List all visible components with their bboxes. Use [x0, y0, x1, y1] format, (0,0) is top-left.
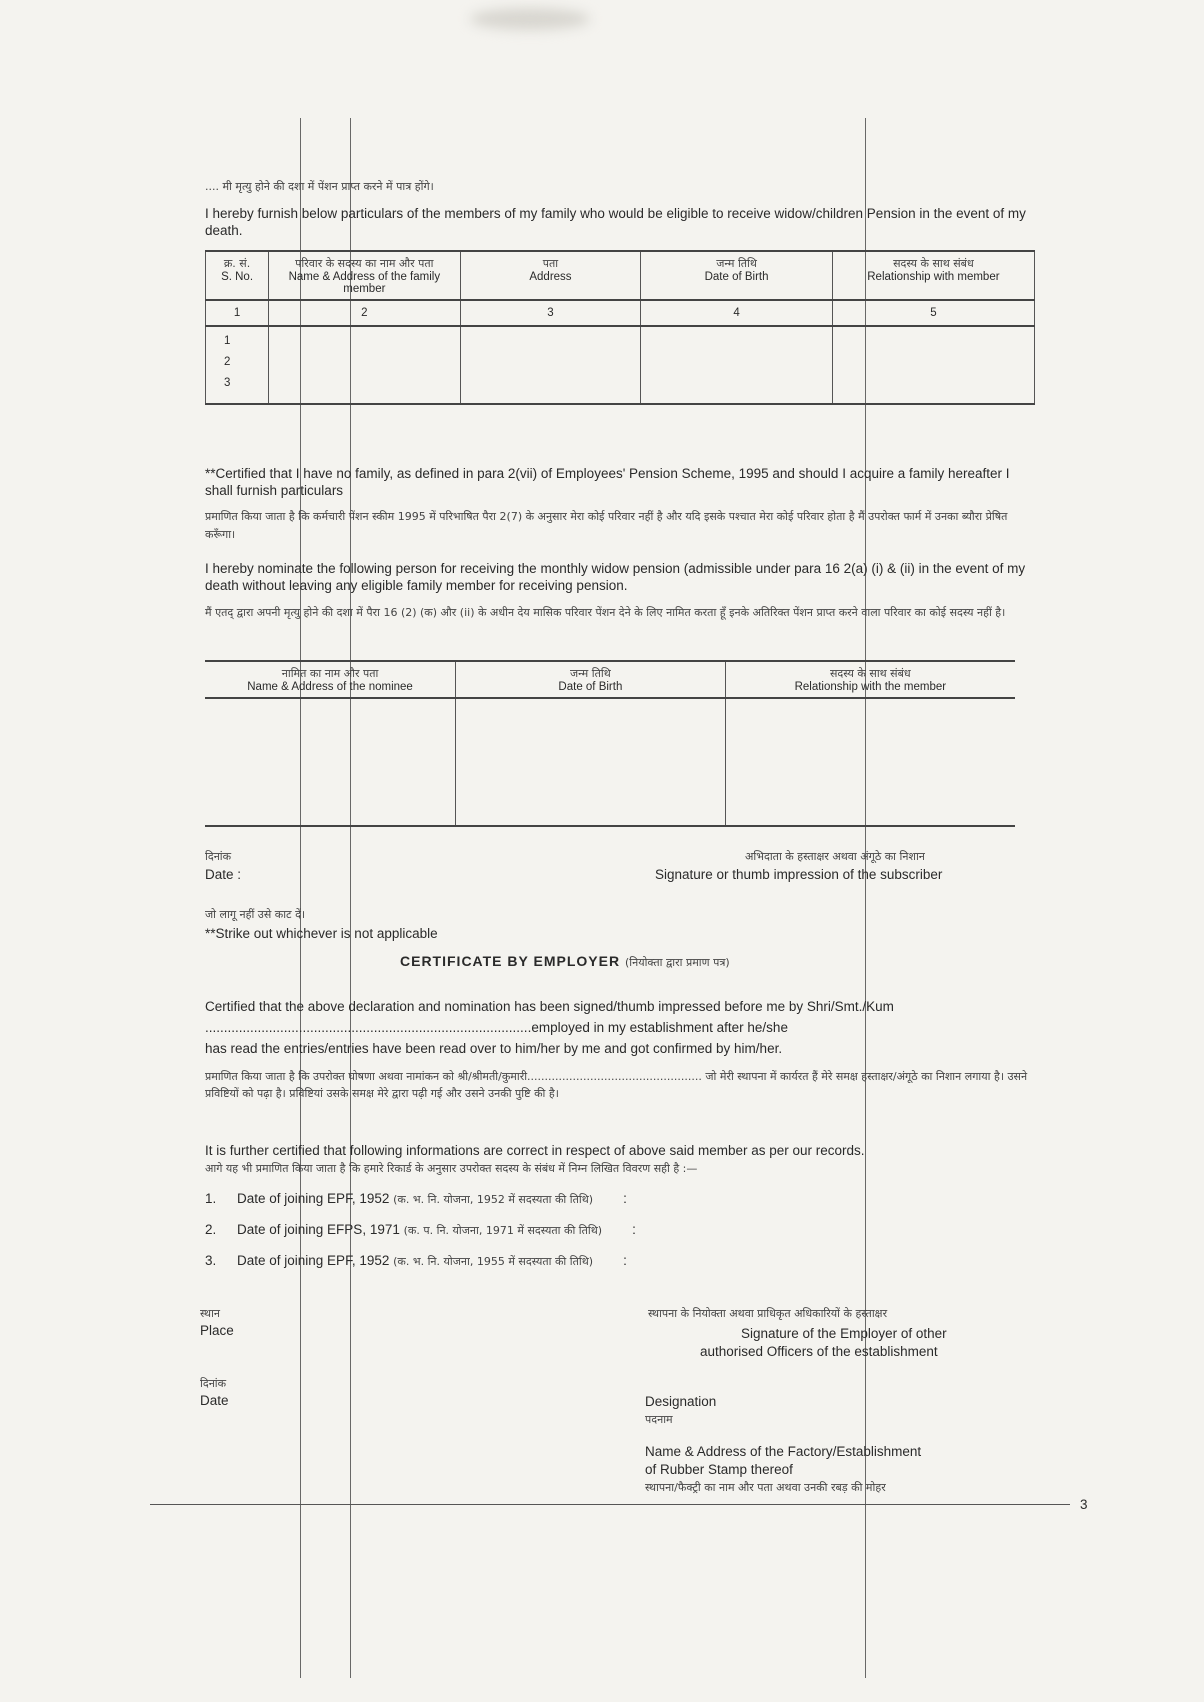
table-row	[206, 326, 1035, 404]
col-dob-header: जन्म तिथि Date of Birth	[641, 251, 832, 300]
family-dob-cell[interactable]	[641, 326, 832, 404]
nominee-relationship-cell[interactable]	[725, 698, 1015, 826]
col-number: 1	[206, 300, 269, 326]
employer-cert-line-1: Certified that the above declaration and nomination has been signed/thumb impressed before me by Shri/Smt./Kum	[205, 999, 894, 1014]
nominee-relationship-header: सदस्य के साथ संबंध Relationship with the member	[725, 661, 1015, 698]
bottom-rule	[150, 1504, 1070, 1505]
family-address-cell[interactable]	[460, 326, 641, 404]
employer-cert-line-2: .......................................................................................employed in my establishment after he/she	[205, 1020, 788, 1035]
further-certification: It is further certified that following informations are correct in respect of above said member as per our records.	[205, 1143, 865, 1158]
factory-address-line-1: Name & Address of the Factory/Establishment	[645, 1444, 922, 1459]
top-hindi-line: .... मी मृत्यु होने की दशा में पेंशन प्राप्त करने में पात्र होंगे।	[205, 180, 434, 193]
certificate-heading	[400, 953, 730, 970]
date-label: Date :	[205, 867, 242, 882]
strike-note: **Strike out whichever is not applicable	[205, 926, 438, 941]
column-number-row	[206, 300, 1035, 326]
designation-label: Designation	[645, 1394, 717, 1409]
row-number: 2	[224, 356, 231, 368]
item-label: Date of joining EFPS, 1971	[237, 1222, 400, 1237]
no-family-certification-hindi: प्रमाणित किया जाता है कि कर्मचारी पेंशन स्कीम 1995 में परिभाषित पैरा 2(7) के अनुसार मेरा कोई परिवार नहीं है और यदि इसके पश्चात मेरा कोई परिवार होता है मैं उपरोक्त फार्म में उनका ब्यौरा प्रेषित करूँगा।	[205, 510, 1008, 541]
item-colon: :	[632, 1222, 636, 1237]
row-number: 3	[224, 377, 231, 389]
item-label-hindi: (क. भ. नि. योजना, 1955 में सदस्यता की तिथि)	[393, 1255, 594, 1268]
col-address-header: पता Address	[460, 251, 641, 300]
nominee-name-cell[interactable]	[205, 698, 456, 826]
item-colon: :	[623, 1253, 627, 1268]
item-label-hindi: (क. प. नि. योजना, 1971 में सदस्यता की तिथि)	[403, 1224, 603, 1237]
item-colon: :	[623, 1191, 627, 1206]
subscriber-signature-hindi: अभिदाता के हस्ताक्षर अथवा अंगूठे का निशान	[745, 850, 925, 863]
nomination-paragraph: I hereby nominate the following person for receiving the monthly widow pension (admissible under para 16 2(a) (i) & (ii) in the event of my death without leaving any eligible family member for receiving pension.	[205, 561, 1026, 593]
place-label-hindi: स्थान	[200, 1307, 221, 1320]
nominee-dob-header: जन्म तिथि Date of Birth	[456, 661, 726, 698]
page-mark: 3	[1080, 1497, 1088, 1512]
nomination-paragraph-hindi: मैं एतद् द्वारा अपनी मृत्यु होने की दशा में पैरा 16 (2) (क) और (ii) के अधीन देय मासिक परिवार पेंशन देने के लिए नामित करता हूँ इनके अतिरिक्त पेंशन प्राप्त करने वाला परिवार का कोई सदस्य नहीं है।	[205, 606, 1006, 619]
col-number: 3	[460, 300, 641, 326]
employer-signature-line-2: authorised Officers of the establishment	[700, 1344, 938, 1359]
factory-address-hindi: स्थापना/फैक्ट्री का नाम और पता अथवा उनकी रबड़ की मोहर	[645, 1481, 886, 1494]
family-members-table	[205, 250, 1035, 405]
nominee-table	[205, 660, 1015, 827]
col-number: 5	[832, 300, 1034, 326]
employer-signature-hindi: स्थापना के नियोक्ता अथवा प्राधिकृत अधिकारियों के हस्ताक्षर	[648, 1307, 888, 1320]
employer-cert-line-3: has read the entries/entries have been read over to him/her by me and got confirmed by him/her.	[205, 1041, 783, 1056]
date-label-hindi: दिनांक	[205, 850, 232, 863]
col-name-header: परिवार के सदस्य का नाम और पता Name & Address of the family member	[269, 251, 460, 300]
item-label: Date of joining EPF, 1952	[237, 1253, 390, 1268]
further-certification-hindi: आगे यह भी प्रमाणित किया जाता है कि हमारे रिकार्ड के अनुसार उपरोक्त सदस्य के संबंध में निम्न लिखित विवरण सही है :—	[205, 1162, 698, 1175]
place-label: Place	[200, 1323, 234, 1338]
item-label-hindi: (क. भ. नि. योजना, 1952 में सदस्यता की तिथि)	[393, 1193, 594, 1206]
date2-label-hindi: दिनांक	[200, 1377, 227, 1390]
item-number: 2.	[205, 1222, 217, 1237]
col-number: 2	[269, 300, 460, 326]
subscriber-signature-label: Signature or thumb impression of the subscriber	[655, 867, 943, 882]
col-sno-header: क्र. सं. S. No.	[206, 251, 269, 300]
no-family-certification: **Certified that I have no family, as defined in para 2(vii) of Employees' Pension Scheme, 1995 and should I acquire a family hereafter I shall furnish particulars	[205, 466, 1010, 498]
intro-paragraph: I hereby furnish below particulars of the members of my family who would be eligible to receive widow/children Pension in the event of my death.	[205, 206, 1026, 238]
nominee-name-header: नामित का नाम और पता Name & Address of the nominee	[205, 661, 456, 698]
factory-address-line-2: of Rubber Stamp thereof	[645, 1462, 793, 1477]
item-number: 1.	[205, 1191, 217, 1206]
item-number: 3.	[205, 1253, 217, 1268]
strike-note-hindi: जो लागू नहीं उसे काट दें।	[205, 908, 306, 921]
row-number: 1	[224, 335, 231, 347]
family-name-cell[interactable]	[269, 326, 460, 404]
employer-signature-line-1: Signature of the Employer of other	[741, 1326, 947, 1341]
family-relationship-cell[interactable]	[832, 326, 1034, 404]
list-item	[205, 1221, 636, 1239]
certificate-heading-hindi: (नियोक्ता द्वारा प्रमाण पत्र)	[624, 956, 730, 969]
scan-smudge	[470, 8, 590, 30]
col-relationship-header: सदस्य के साथ संबंध Relationship with member	[832, 251, 1034, 300]
table-row	[205, 698, 1015, 826]
date2-label: Date	[200, 1393, 229, 1408]
certificate-heading-text: CERTIFICATE BY EMPLOYER	[400, 953, 621, 969]
designation-label-hindi: पदनाम	[645, 1413, 673, 1426]
employer-cert-hindi: प्रमाणित किया जाता है कि उपरोक्त घोषणा अथवा नामांकन को श्री/श्रीमती/कुमारी.................................................. जो मेरी स्थापना में कार्यरत हैं मेरे समक्ष हस्ताक्षर/अंगूठे का निशान लगाया है। उसने प्रविष्टियों को पढ़ा है। प्रविष्टियां उसके समक्ष मेरे द्वारा पढ़ी गई और उसने उनकी पुष्टि की है।	[205, 1070, 1028, 1100]
list-item	[205, 1190, 627, 1208]
list-item	[205, 1252, 627, 1270]
item-label: Date of joining EPF, 1952	[237, 1191, 390, 1206]
col-number: 4	[641, 300, 832, 326]
row-numbers	[206, 326, 269, 404]
nominee-dob-cell[interactable]	[456, 698, 726, 826]
